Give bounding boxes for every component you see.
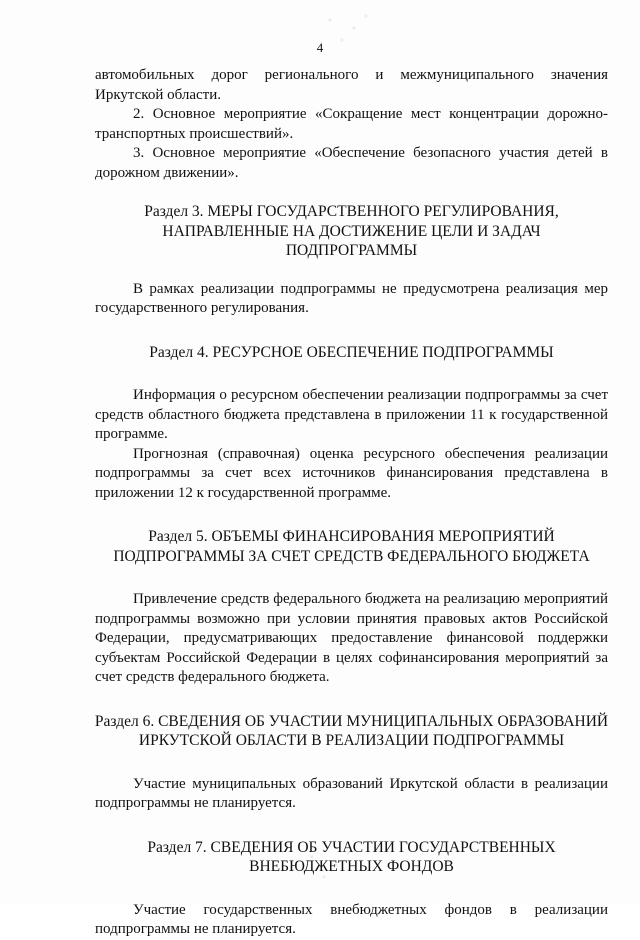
- section-3-heading-line-2: НАПРАВЛЕННЫЕ НА ДОСТИЖЕНИЕ ЦЕЛИ И ЗАДАЧ: [162, 222, 541, 240]
- section-5-heading-line-2: ПОДПРОГРАММЫ ЗА СЧЕТ СРЕДСТВ ФЕДЕРАЛЬНОГО БЮДЖЕТА: [113, 547, 590, 565]
- section-7-text: Участие государственных внебюджетных фондов в реализации подпрограммы не планируется.: [95, 901, 608, 937]
- section-3-heading-line-3: ПОДПРОГРАММЫ: [285, 242, 418, 259]
- section-7-heading: [95, 838, 608, 877]
- intro-continuation: автомобильных дорог регионального и межмуниципального значения Иркутской области.: [95, 67, 608, 103]
- document-body: [95, 66, 608, 940]
- section-7-heading-line-2: ВНЕБЮДЖЕТНЫХ ФОНДОВ: [249, 858, 454, 875]
- section-7-heading-line-1: Раздел 7. СВЕДЕНИЯ ОБ УЧАСТИИ ГОСУДАРСТВЕННЫХ: [147, 838, 556, 856]
- section-3-text: В рамках реализации подпрограммы не предусмотрена реализация мер государственного регулирования.: [95, 280, 608, 316]
- section-6-heading-line-2: ИРКУТСКОЙ ОБЛАСТИ В РЕАЛИЗАЦИИ ПОДПРОГРАММЫ: [138, 732, 565, 749]
- section-5-heading: [91, 527, 612, 566]
- section-5-heading-line-1: Раздел 5. ОБЪЕМЫ ФИНАНСИРОВАНИЯ МЕРОПРИЯТИЙ: [148, 528, 555, 545]
- section-5-text: Привлечение средств федерального бюджета на реализацию мероприятий подпрограммы возможно при условии принятия правовых актов Российской Федерации, предусматривающих предоставление финансовой поддержки субъектам Российской Федерации в целях софинансирования мероприятий за счет средств федерального бюджета.: [95, 591, 608, 685]
- section-3-heading-line-1: Раздел 3. МЕРЫ ГОСУДАРСТВЕННОГО РЕГУЛИРОВАНИЯ,: [144, 203, 559, 220]
- intro-item-2: 2. Основное мероприятие «Сокращение мест концентрации дорожно-транспортных происшествий».: [95, 106, 608, 142]
- section-6-heading: [87, 712, 616, 751]
- page-number: 4: [316, 40, 324, 55]
- section-3-heading: [95, 202, 608, 261]
- section-4-paragraph-1: Информация о ресурсном обеспечении реализации подпрограммы за счет средств областного бюджета представлена в приложении 11 к государственной программе.: [95, 387, 608, 442]
- intro-item-3: 3. Основное мероприятие «Обеспечение безопасного участия детей в дорожном движении».: [95, 145, 608, 181]
- section-4-heading: Раздел 4. РЕСУРСНОЕ ОБЕСПЕЧЕНИЕ ПОДПРОГРАММЫ: [149, 343, 554, 361]
- section-6-heading-line-1: Раздел 6. СВЕДЕНИЯ ОБ УЧАСТИИ МУНИЦИПАЛЬНЫХ ОБРАЗОВАНИЙ: [94, 712, 609, 730]
- section-6-text: Участие муниципальных образований Иркутской области в реализации подпрограммы не планируется.: [95, 775, 608, 811]
- section-4-paragraph-2: Прогнозная (справочная) оценка ресурсного обеспечения реализации подпрограммы за счет всех источников финансирования представлена в приложении 12 к государственной программе.: [95, 445, 608, 501]
